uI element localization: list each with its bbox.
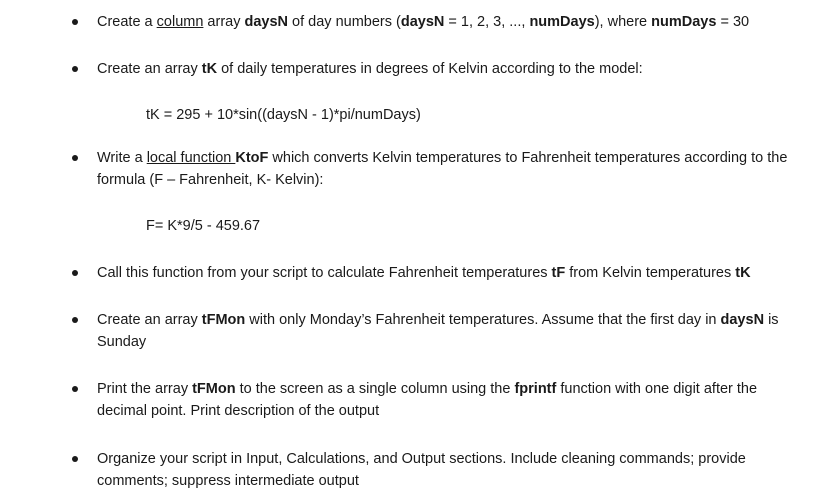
text-run: of day numbers ( bbox=[288, 14, 401, 30]
bullet-dot bbox=[72, 155, 78, 161]
bullet-dot bbox=[72, 386, 78, 392]
bold-term: fprintf bbox=[514, 381, 557, 397]
instruction-item bbox=[97, 309, 797, 353]
instruction-item bbox=[97, 58, 797, 80]
text-run: Call this function from your script to calculate Fahrenheit temperatures bbox=[97, 265, 552, 281]
text-run: function with one digit after the decimal point. Print description of the output bbox=[97, 381, 758, 419]
bullet-dot bbox=[72, 19, 78, 25]
bold-term: numDays bbox=[529, 14, 595, 30]
text-run: with only Monday’s Fahrenheit temperatures. Assume that the first day in bbox=[245, 312, 721, 328]
text-run: = 30 bbox=[716, 14, 750, 30]
instruction-item bbox=[97, 448, 797, 492]
text-run: Organize your script in Input, Calculations, and Output sections. Include cleaning commands; provide comments; suppress intermediate output bbox=[97, 451, 746, 489]
text-run: = 1, 2, 3, ..., bbox=[444, 14, 530, 30]
formula-tk: tK = 295 + 10*sin((daysN - 1)*pi/numDays) bbox=[146, 107, 421, 123]
text-run: Create an array bbox=[97, 61, 202, 77]
bold-term: daysN bbox=[720, 312, 765, 328]
underlined-term: local function bbox=[146, 150, 236, 166]
bold-term: tK bbox=[201, 61, 218, 77]
text-run: array bbox=[203, 14, 245, 30]
instruction-item bbox=[97, 11, 797, 33]
bold-term: daysN bbox=[400, 14, 445, 30]
underlined-term: column bbox=[156, 14, 204, 30]
bold-term: daysN bbox=[244, 14, 289, 30]
text-run: from Kelvin temperatures bbox=[565, 265, 736, 281]
bold-term: KtoF bbox=[235, 150, 269, 166]
text-run: Create a bbox=[97, 14, 157, 30]
text-run: is Sunday bbox=[97, 312, 779, 350]
instruction-item bbox=[97, 262, 797, 284]
formula-f: F= K*9/5 - 459.67 bbox=[146, 218, 261, 234]
bullet-dot bbox=[72, 456, 78, 462]
text-run: Print the array bbox=[97, 381, 193, 397]
text-run: ), where bbox=[594, 14, 652, 30]
instruction-item bbox=[97, 147, 797, 191]
bullet-dot bbox=[72, 66, 78, 72]
text-run: Write a bbox=[97, 150, 147, 166]
bullet-dot bbox=[72, 270, 78, 276]
bold-term: tK bbox=[735, 265, 751, 281]
bold-term: tFMon bbox=[201, 312, 246, 328]
text-run: Create an array bbox=[97, 312, 202, 328]
text-run: of daily temperatures in degrees of Kelvin according to the model: bbox=[217, 61, 643, 77]
bullet-dot bbox=[72, 317, 78, 323]
bold-term: tF bbox=[551, 265, 566, 281]
text-run: to the screen as a single column using the bbox=[235, 381, 515, 397]
text-run: which converts Kelvin temperatures to Fahrenheit temperatures according to the formula (F – Fahrenheit, K- Kelvin): bbox=[97, 150, 788, 188]
instruction-item bbox=[97, 378, 797, 422]
bold-term: tFMon bbox=[192, 381, 236, 397]
bold-term: numDays bbox=[651, 14, 717, 30]
